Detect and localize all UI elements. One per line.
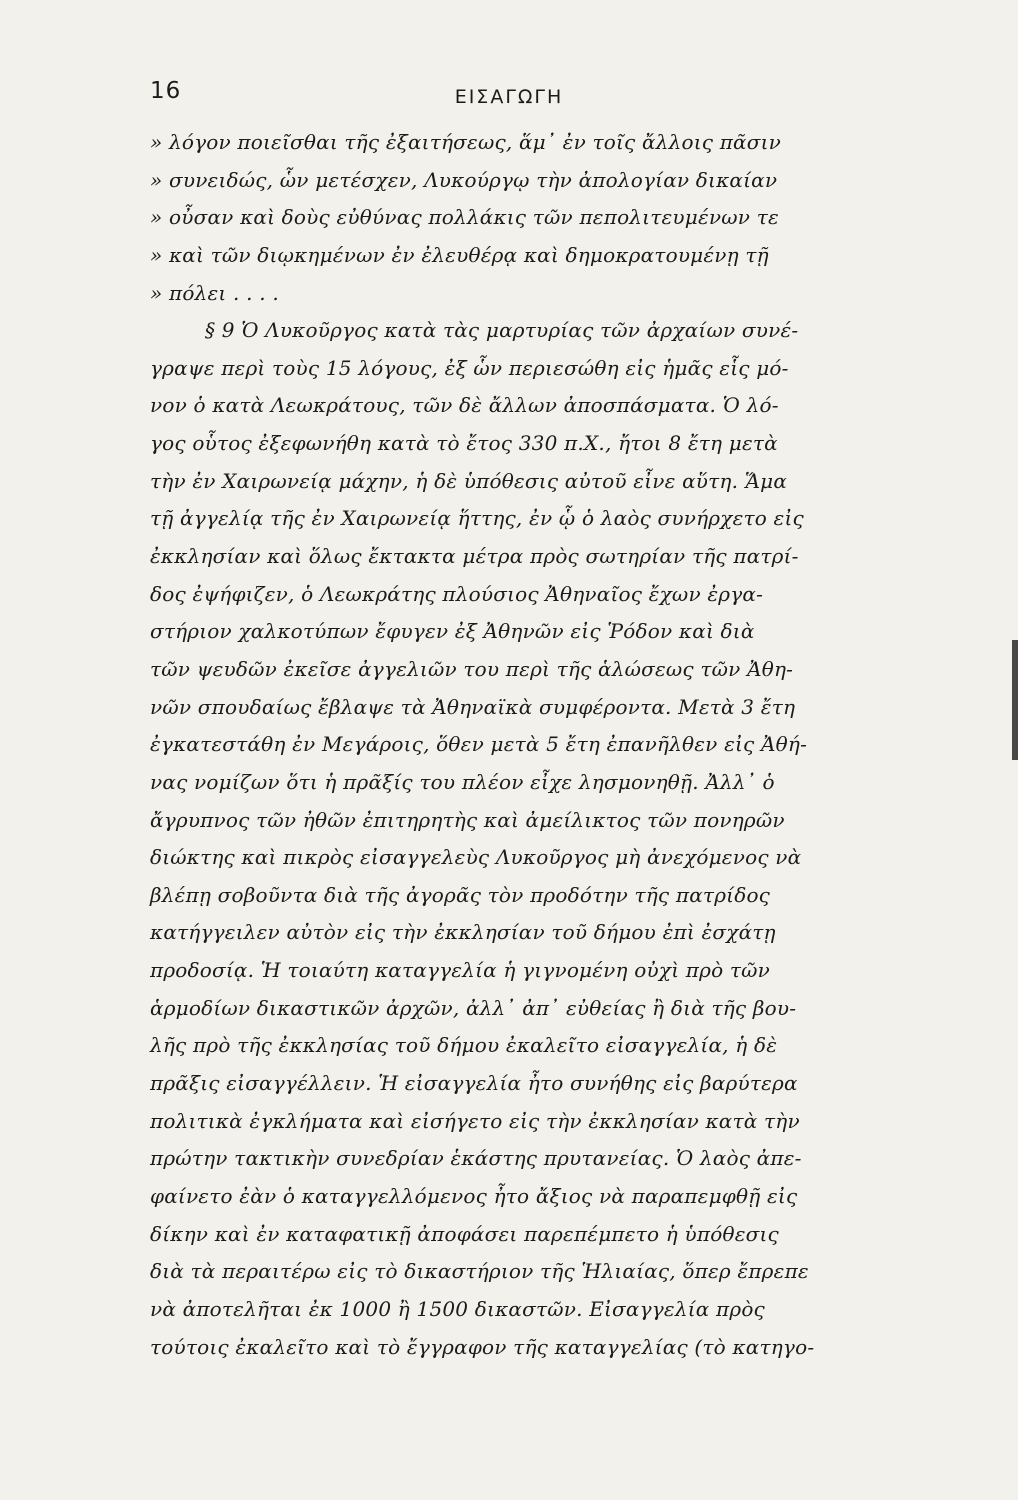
text-line: πολιτικὰ ἐγκλήματα καὶ εἰσήγετο εἰς τὴν ἐκκλησίαν κατὰ τὴν bbox=[150, 1108, 800, 1133]
text-line: τῶν ψευδῶν ἐκεῖσε ἀγγελιῶν του περὶ τῆς ἁλώσεως τῶν Ἀθη- bbox=[150, 656, 794, 681]
text-line: λῆς πρὸ τῆς ἐκκλησίας τοῦ δήμου ἐκαλεῖτο εἰσαγγελία, ἡ δὲ bbox=[150, 1033, 778, 1058]
text-line: » οὖσαν καὶ δοὺς εὐθύνας πολλάκις τῶν πεπολιτευμένων τε bbox=[150, 205, 779, 230]
text-line: κατήγγειλεν αὐτὸν εἰς τὴν ἐκκλησίαν τοῦ δήμου ἐπὶ ἐσχάτῃ bbox=[150, 920, 776, 945]
text-line: πρώτην τακτικὴν συνεδρίαν ἑκάστης πρυτανείας. Ὁ λαὸς ἀπε- bbox=[150, 1146, 802, 1171]
text-line: ἁρμοδίων δικαστικῶν ἀρχῶν, ἀλλ᾽ ἀπ᾽ εὐθείας ἢ διὰ τῆς βου- bbox=[150, 995, 797, 1020]
text-line: διώκτης καὶ πικρὸς εἰσαγγελεὺς Λυκοῦργος μὴ ἀνεχόμενος νὰ bbox=[150, 845, 802, 870]
text-line: διὰ τὰ περαιτέρω εἰς τὸ δικαστήριον τῆς Ἡλιαίας, ὅπερ ἔπρεπε bbox=[150, 1259, 809, 1284]
text-line: τούτοις ἐκαλεῖτο καὶ τὸ ἔγγραφον τῆς καταγγελίας (τὸ κατηγο- bbox=[150, 1334, 815, 1359]
text-line: » καὶ τῶν διῳκημένων ἐν ἐλευθέρᾳ καὶ δημοκρατουμένῃ τῇ bbox=[150, 242, 769, 267]
text-line: δος ἐψήφιζεν, ὁ Λεωκράτης πλούσιος Ἀθηναῖος ἔχων ἐργα- bbox=[150, 581, 764, 606]
scan-edge-mark bbox=[1012, 640, 1018, 760]
text-line: βλέπῃ σοβοῦντα διὰ τῆς ἀγορᾶς τὸν προδότην τῆς πατρίδος bbox=[150, 882, 771, 907]
text-line: προδοσίᾳ. Ἡ τοιαύτη καταγγελία ἡ γιγνομένη οὐχὶ πρὸ τῶν bbox=[150, 958, 771, 983]
text-line: στήριον χαλκοτύπων ἔφυγεν ἐξ Ἀθηνῶν εἰς Ῥόδον καὶ διὰ bbox=[150, 619, 755, 644]
text-line: γραψε περὶ τοὺς 15 λόγους, ἐξ ὧν περιεσώθη εἰς ἡμᾶς εἷς μό- bbox=[150, 355, 789, 380]
text-line: νας νομίζων ὅτι ἡ πρᾶξίς του πλέον εἶχε λησμονηθῇ. Ἀλλ᾽ ὁ bbox=[150, 769, 775, 794]
page-header bbox=[0, 78, 1018, 118]
text-line: πρᾶξις εἰσαγγέλλειν. Ἡ εἰσαγγελία ἦτο συνήθης εἰς βαρύτερα bbox=[150, 1071, 798, 1096]
section-start-line: § 9 Ὁ Λυκοῦργος κατὰ τὰς μαρτυρίας τῶν ἀρχαίων συνέ- bbox=[205, 318, 799, 343]
text-line: νῶν σπουδαίως ἔβλαψε τὰ Ἀθηναϊκὰ συμφέροντα. Μετὰ 3 ἔτη bbox=[150, 694, 796, 719]
text-line: γος οὗτος ἐξεφωνήθη κατὰ τὸ ἔτος 330 π.Χ., ἤτοι 8 ἔτη μετὰ bbox=[150, 431, 778, 456]
page-number: 16 bbox=[150, 78, 182, 104]
text-line: τῇ ἀγγελίᾳ τῆς ἐν Χαιρωνείᾳ ἥττης, ἐν ᾧ ὁ λαὸς συνήρχετο εἰς bbox=[150, 506, 804, 531]
text-line: νὰ ἀποτελῆται ἐκ 1000 ἢ 1500 δικαστῶν. Εἰσαγγελία πρὸς bbox=[150, 1296, 765, 1321]
text-line: » πόλει . . . . bbox=[150, 280, 279, 305]
text-line: » λόγον ποιεῖσθαι τῆς ἐξαιτήσεως, ἅμ᾽ ἐν τοῖς ἄλλοις πᾶσιν bbox=[150, 130, 781, 154]
text-line: δίκην καὶ ἐν καταφατικῇ ἀποφάσει παρεπέμπετο ἡ ὑπόθεσις bbox=[150, 1221, 779, 1246]
text-line: νον ὁ κατὰ Λεωκράτους, τῶν δὲ ἄλλων ἀποσπάσματα. Ὁ λό- bbox=[150, 393, 779, 418]
text-line: » συνειδώς, ὧν μετέσχεν, Λυκούργῳ τὴν ἀπολογίαν δικαίαν bbox=[150, 167, 778, 192]
text-line: ἄγρυπνος τῶν ἠθῶν ἐπιτηρητὴς καὶ ἀμείλικτος τῶν πονηρῶν bbox=[150, 807, 785, 832]
text-line: τὴν ἐν Χαιρωνείᾳ μάχην, ἡ δὲ ὑπόθεσις αὐτοῦ εἶνε αὕτη. Ἅμα bbox=[150, 468, 788, 493]
running-head: ΕΙΣΑΓΩΓΗ bbox=[454, 86, 564, 108]
text-line: φαίνετο ἐὰν ὁ καταγγελλόμενος ἦτο ἄξιος νὰ παραπεμφθῇ εἰς bbox=[150, 1183, 798, 1208]
text-line: ἐγκατεστάθη ἐν Μεγάροις, ὅθεν μετὰ 5 ἔτη ἐπανῆλθεν εἰς Ἀθή- bbox=[150, 732, 808, 757]
text-line: ἐκκλησίαν καὶ ὅλως ἔκτακτα μέτρα πρὸς σωτηρίαν τῆς πατρί- bbox=[150, 544, 799, 569]
body-text bbox=[150, 124, 860, 1366]
